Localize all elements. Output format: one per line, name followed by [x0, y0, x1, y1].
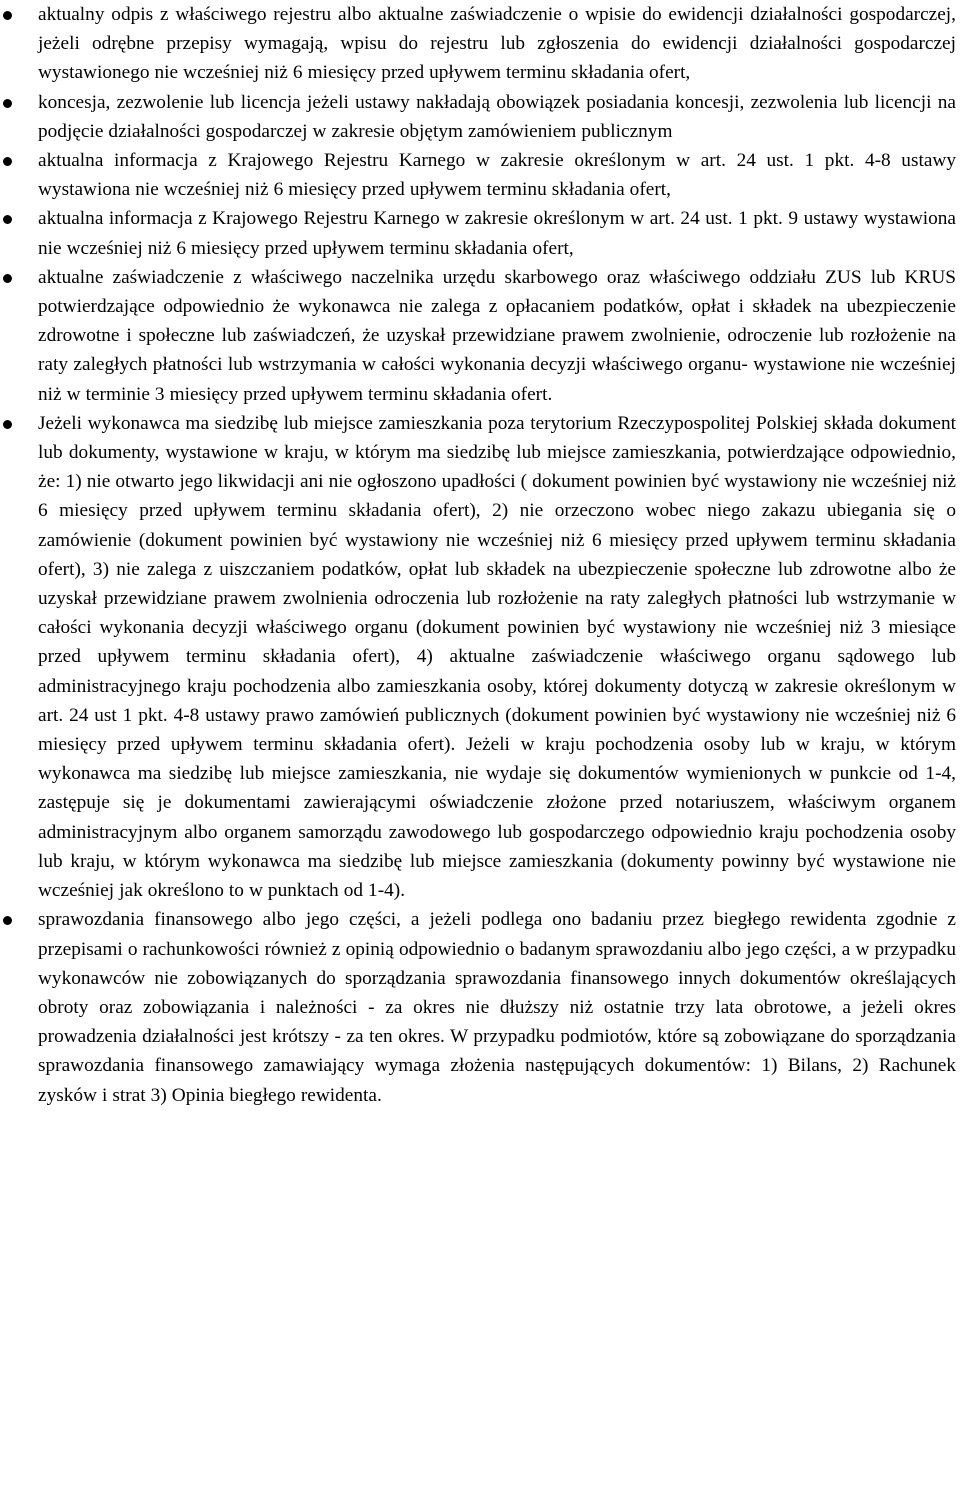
list-item-text: aktualna informacja z Krajowego Rejestru Karnego w zakresie określonym w art. 24 ust. 1 pkt. 9 ustawy wystawiona nie wcześniej niż 6 miesięcy przed upływem terminu składania ofert,: [38, 208, 956, 259]
list-item: [0, 0, 956, 88]
list-item-text: sprawozdania finansowego albo jego części, a jeżeli podlega ono badaniu przez biegłego rewidenta zgodnie z przepisami o rachunkowości również z opinią odpowiednio o badanym sprawozdaniu albo jego części, a w przypadku wykonawców nie zobowiązanych do sporządzania sprawozdania finansowego innych dokumentów określających obroty oraz zobowiązania i należności - za okres nie dłuższy niż ostatnie trzy lata obrotowe, a jeżeli okres prowadzenia działalności jest krótszy - za ten okres. W przypadku podmiotów, które są zobowiązane do sporządzania sprawozdania finansowego zamawiający wymaga złożenia następujących dokumentów: 1) Bilans, 2) Rachunek zysków i strat 3) Opinia biegłego rewidenta.: [38, 909, 956, 1106]
bullet-icon: [3, 11, 12, 20]
list-item-text: aktualna informacja z Krajowego Rejestru Karnego w zakresie określonym w art. 24 ust. 1 pkt. 4-8 ustawy wystawiona nie wcześniej niż 6 miesięcy przed upływem terminu składania ofert,: [38, 150, 956, 201]
list-item-text: aktualne zaświadczenie z właściwego naczelnika urzędu skarbowego oraz właściwego oddziału ZUS lub KRUS potwierdzające odpowiednio że wykonawca nie zalega z opłacaniem podatków, opłat i składek na ubezpieczenie zdrowotne i społeczne lub zaświadczeń, że uzyskał przewidziane prawem zwolnienie, odroczenie lub rozłożenie na raty zaległych płatności lub wstrzymania w całości wykonania decyzji właściwego organu- wystawione nie wcześniej niż w terminie 3 miesięcy przed upływem terminu składania ofert.: [38, 266, 956, 405]
list-item-text: koncesja, zezwolenie lub licencja jeżeli ustawy nakładają obowiązek posiadania koncesji, zezwolenia lub licencji na podjęcie działalności gospodarczej w zakresie objętym zamówieniem publicznym: [38, 91, 956, 142]
list-item-text: aktualny odpis z właściwego rejestru albo aktualne zaświadczenie o wpisie do ewidencji działalności gospodarczej, jeżeli odrębne przepisy wymagają, wpisu do rejestru lub zgłoszenia do ewidencji działalności gospodarczej wystawionego nie wcześniej niż 6 miesięcy przed upływem terminu składania ofert,: [38, 4, 956, 84]
bullet-icon: [3, 274, 12, 283]
list-item-text: Jeżeli wykonawca ma siedzibę lub miejsce zamieszkania poza terytorium Rzeczypospolitej Polskiej składa dokument lub dokumenty, wystawione w kraju, w którym ma siedzibę lub miejsce zamieszkania, potwierdzające odpowiednio, że: 1) nie otwarto jego likwidacji ani nie ogłoszono upadłości ( dokument powinien być wystawiony nie wcześniej niż 6 miesięcy przed upływem terminu składania ofert), 2) nie orzeczono wobec niego zakazu ubiegania się o zamówienie (dokument powinien być wystawiony nie wcześniej niż 6 miesięcy przed upływem terminu składania ofert), 3) nie zalega z uiszczaniem podatków, opłat lub składek na ubezpieczenie społeczne lub zdrowotne albo że uzyskał przewidziane prawem zwolnienia odroczenia lub rozłożenie na raty zaległych płatności lub wstrzymanie w całości wykonania decyzji właściwego organu (dokument powinien być wystawiony nie wcześniej niż 3 miesiące przed upływem terminu składania ofert), 4) aktualne zaświadczenie właściwego organu sądowego lub administracyjnego kraju pochodzenia albo zamieszkania osoby, której dokumenty dotyczą w zakresie określonym w art. 24 ust 1 pkt. 4-8 ustawy prawo zamówień publicznych (dokument powinien być wystawiony nie wcześniej niż 6 miesięcy przed upływem terminu składania ofert). Jeżeli w kraju pochodzenia osoby lub w kraju, w którym wykonawca ma siedzibę lub miejsce zamieszkania, nie wydaje się dokumentów wymienionych w punkcie od 1-4, zastępuje się je dokumentami zawierającymi oświadczenie złożone przed notariuszem, właściwym organem administracyjnym albo organem samorządu zawodowego lub gospodarczego odpowiednio kraju pochodzenia osoby lub kraju, w którym wykonawca ma siedzibę lub miejsce zamieszkania (dokumenty powinny być wystawione nie wcześniej jak określono to w punktach od 1-4).: [38, 412, 956, 902]
list-item: [0, 204, 956, 262]
bullet-icon: [3, 157, 12, 166]
list-item: [0, 409, 956, 905]
list-item: [0, 263, 956, 409]
bullet-icon: [3, 420, 12, 429]
list-item: [0, 905, 956, 1109]
list-item: [0, 88, 956, 146]
list-item: [0, 146, 956, 204]
bullet-icon: [3, 916, 12, 925]
bullet-icon: [3, 215, 12, 224]
bullet-icon: [3, 99, 12, 108]
